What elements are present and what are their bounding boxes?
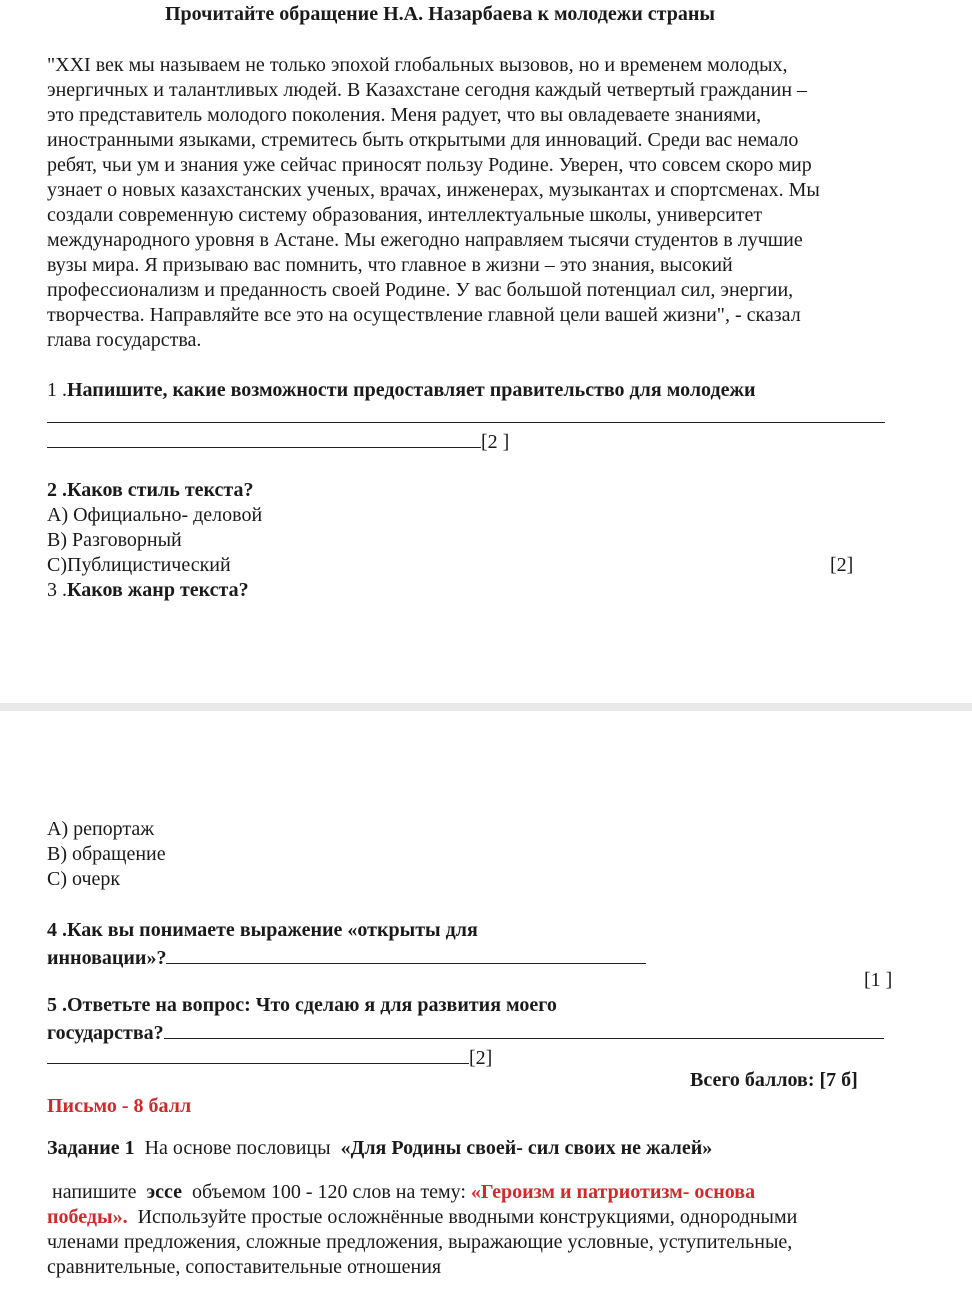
question-3-number: 3 . (47, 579, 67, 601)
task-intro: На основе пословицы (144, 1137, 331, 1159)
option-b[interactable]: В) Разговорный (47, 529, 182, 551)
quote-line: узнает о новых казахстанских ученых, врачах, инженерах, музыкантах и спортсменах. Мы (47, 179, 820, 201)
question-3-text: Каков жанр текста? (67, 579, 249, 601)
quote-line: иностранными языками, стремитесь быть открытыми для инноваций. Среди вас немало (47, 129, 799, 151)
question-2 (47, 478, 254, 502)
task-instructions-line4: сравнительные, сопоставительные отношения (47, 1256, 442, 1278)
task-instructions-line3: членами предложения, сложные предложения, выражающие условные, уступительные, (47, 1231, 793, 1253)
question-5-line2 (47, 1018, 884, 1045)
question-1 (47, 378, 755, 402)
quote-line: творчества. Направляйте все это на осуществление главной цели вашей жизни", - сказал (47, 304, 801, 326)
answer-line-2[interactable] (47, 427, 509, 454)
question-4-score: [1 ] (864, 969, 893, 991)
question-1-score: [2 ] (481, 431, 510, 453)
task-rest-line1: Используйте простые осложнённые вводными конструкциями, однородными (137, 1206, 798, 1228)
page-title: Прочитайте обращение Н.А. Назарбаева к молодежи страны (165, 3, 715, 25)
quote-line: международного уровня в Астане. Мы ежегодно направляем тысячи студентов в лучшие (47, 229, 803, 251)
question-3 (47, 578, 249, 602)
quote-line: вузы мира. Я призываю вас помнить, что главное в жизни – это знания, высокий (47, 254, 733, 276)
question-5-text: государства? (47, 1022, 164, 1044)
answer-line-4[interactable] (166, 943, 646, 964)
task-1-line (47, 1136, 712, 1160)
question-2-number: 2 . (47, 479, 67, 501)
task-proverb: «Для Родины своей- сил своих не жалей» (340, 1137, 713, 1159)
task-topic-part2: победы». (47, 1206, 128, 1228)
task-instructions-line1 (47, 1180, 755, 1204)
task-write: напишите (52, 1181, 137, 1203)
quote-line: ребят, чьи ум и знания уже сейчас приносят пользу Родине. Уверен, что совсем скоро мир (47, 154, 812, 176)
option-a[interactable]: А) Официально- деловой (47, 504, 263, 526)
question-1-number: 1 . (47, 379, 67, 401)
question-2-text: Каков стиль текста? (67, 479, 254, 501)
quote-line: энергичных и талантливых людей. В Казахстане сегодня каждый четвертый гражданин – (47, 79, 808, 101)
quote-line: глава государства. (47, 329, 202, 351)
quote-line: "XXI век мы называем не только эпохой глобальных вызовов, но и временем молодых, (47, 54, 788, 76)
task-essay: эссе (146, 1181, 182, 1203)
task-label: Задание 1 (47, 1137, 135, 1159)
question-1-text: Напишите, какие возможности предоставляет правительство для молодежи (67, 379, 756, 401)
question-5-score: [2] (469, 1047, 493, 1069)
answer-line-5a[interactable] (164, 1018, 884, 1039)
quote-line: профессионализм и преданность своей Родине. У вас большой потенциал сил, энергии, (47, 279, 794, 301)
question-2-score: [2] (830, 554, 854, 576)
option-c[interactable]: С)Публицистический (47, 554, 231, 576)
total-score: Всего баллов: [7 б] (690, 1069, 858, 1091)
option-b[interactable]: В) обращение (47, 843, 166, 865)
task-volume: объемом 100 - 120 слов на тему: (191, 1181, 466, 1203)
question-4-line1: 4 .Как вы понимаете выражение «открыты для (47, 919, 478, 941)
page-break (0, 703, 972, 711)
quote-line: создали современную систему образования, интеллектуальные школы, университет (47, 204, 763, 226)
letter-heading: Письмо - 8 балл (47, 1095, 192, 1117)
task-topic-part1: «Героизм и патриотизм- основа (470, 1181, 756, 1203)
option-c[interactable]: С) очерк (47, 868, 121, 890)
quote-line: это представитель молодого поколения. Меня радует, что вы овладеваете знаниями, (47, 104, 762, 126)
question-4-text: инновации»? (47, 947, 167, 969)
question-5-line1: 5 .Ответьте на вопрос: Что сделаю я для развития моего (47, 994, 557, 1016)
answer-line-5b[interactable] (47, 1043, 492, 1070)
task-instructions-line2 (47, 1205, 797, 1229)
question-4-line2 (47, 943, 646, 970)
answer-line-1[interactable] (47, 402, 885, 429)
option-a[interactable]: А) репортаж (47, 818, 155, 840)
